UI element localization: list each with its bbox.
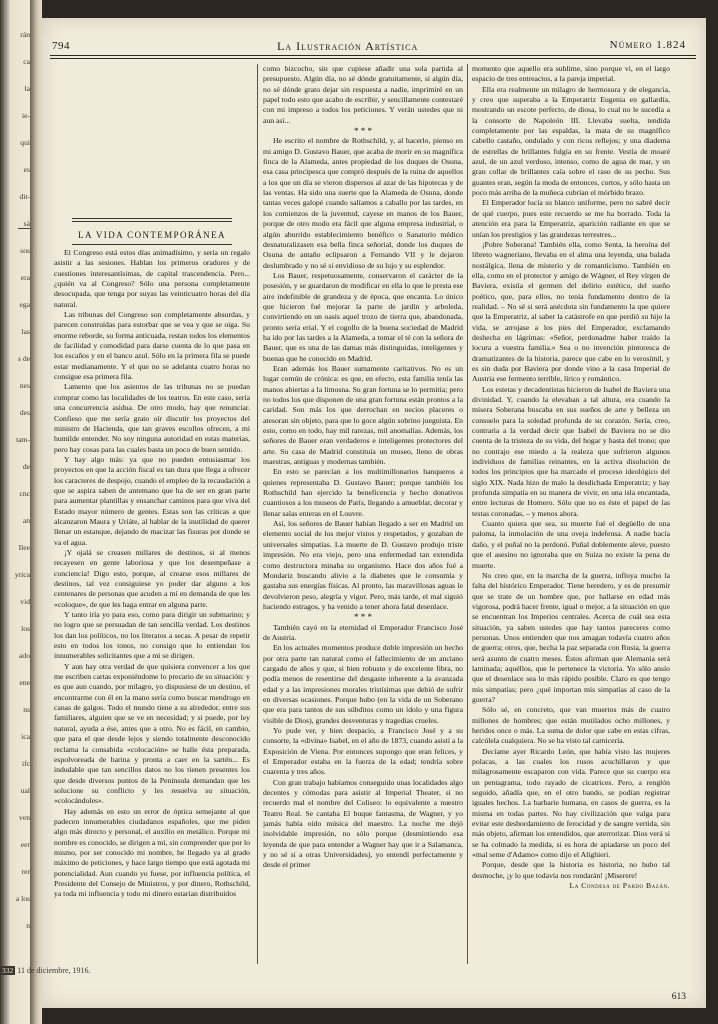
paragraph: Las tribunas del Congreso son completamente absurdas, y parecen construídas para estorbar que se vea y que se oiga. Su enorme reborde, su forma anticuada, restan todos los elementos de facilidad y comodidad para darse cuenta de lo que pasa en los escaños y en el banco azul. Sólo en la primera fila se puede estar medianamente. Y el que no se adelanta cuatro horas no consigue esa primera fila.: [54, 310, 250, 382]
left-page-fragment: a los: [15, 894, 30, 903]
article-column-3: [472, 64, 670, 964]
paragraph: Lamento que los asientos de las tribunas no se puedan comprar como las localidades de los teatros. En este caso, sería una concurrencia asidua. De otro modo, hay que renunciar. Confieso que me sería grato oír discutir los proyectos del ministro de Hacienda, que tan graves escollos ofrecen, a mi humilde entender. No soy ninguna autoridad en estas materias, pero hay cosas para las cuales basta un poco de buen sentido.: [54, 382, 250, 454]
article-column-1: [54, 248, 250, 973]
left-page-fragment: an: [22, 516, 30, 525]
magazine-title: La Ilustración Artística: [277, 39, 419, 53]
paragraph: El Congreso está estos días animadísimo, y sería un regalo asistir a las sesiones. Hablan los primeros oradores y de cuestiones interesantísimas, de capital trascendencia. Pero... ¿quién va al Congreso? Sólo una persona completamente desocupada, que tenga por suyas las veinticuatro horas del día natural.: [54, 248, 250, 309]
left-page-fragment: ica: [21, 732, 30, 741]
paragraph: Porque, desde que la historia es historia, no hubo tal desmoche, ¡y lo que todavía nos rondarán! ¡Miserere!: [472, 860, 670, 880]
paragraph: Y aun hay otra verdad de que quisiera convencer a los que me escriben cartas exponiéndome lo precario de su situación: y es que aun cuando, por milagro, yo dispusiese de un destino, el encontrarme con él en la mano sería como buscar mendrugo en canas de galgos. Todo el mundo tiene a su alrededor, entre sus familiares, alguien que se ve en necesidad; y si puede, por ley natural, ayuda a ése, antes que a otro. No es fácil, en cambio, que para el que desde lejos y siendo totalmente desconocido reclama la consabida «colocación» se halle ésta preparada, espolvoreada de harina y pronta a caer en la sartén... Es indudable que tan sencillos datos no los tienen presentes los que desde diversos puntos de la Península demandan que les solucione su conflicto y les resuelva su situación, «colocándoles».: [54, 661, 250, 806]
left-page-fragment: s de: [17, 354, 30, 363]
paragraph: como bizcocho, sin que cupiese añadir una sola partida al presupuesto. Algún día, no sé dónde gratuitamente, si algún día, no sé dónde grato dejar sin respuesta a nadie, imprimiré en un papel todo esto que acabo de escribir, y sencillamente contestaré con mi impreso a todos los peticiones. Y verán ustedes que ni aun así...: [263, 64, 463, 125]
left-page-fragment: las: [21, 327, 30, 336]
paragraph: momento que aquello era sublime, sino porque vi, en el largo espacio de tres entreactos, a la pareja imperial.: [472, 64, 670, 84]
scan-date: 11 de diciembre, 1916.: [17, 966, 91, 975]
left-page-fragment: sos: [20, 246, 30, 255]
paragraph: Con gran trabajo habíamos conseguido unas localidades algo decentes y cómodas para asistir al Imperial Theater, si no recuerdo mal el nombre del Coliseo: lo equivalente a nuestro Teatro Real. Se cantaba El buque fantasma, de Wagner, y yo jamás había oído música del maestro. La noche me dejó inolvidable impresión, no sólo porque (desmintiendo esa leyenda de que para entender a Wagner hay que ir a Salamanca, y no sé si a otras Universidades), yo entendí perfectamente y desde el primer: [263, 777, 463, 870]
left-page-fragment: los: [21, 624, 30, 633]
paragraph: ¡Pobre Soberana! También ella, como Senta, la heroína del libreto wagneriano, llevaba en el alma una leyenda, una balada nostálgica, llena de misterio y de romanticismo. También en ella, como en el protector y amigo de Wágner, el Rey vírgen de Baviera, existía el germen del delirio estético, del sueño poético, que, para ellos, no tenía fundamento dentro de la realidad. – No sé si será anécdota sin fundamento la que quiere que la Emperatriz, al saber la catástrofe en que perdió su hijo la vida, se arrojase a los pies del Emperador, exclamando deshecha en lágrimas: «Señor, perdonadme haber traído la locura a vuestra familia.» Sea o no invención pintoresca de dramatizantes de la historia, parece que cabe en lo verosímil, y es sin duda por Baviera por donde vino a la casa Imperial de Austria ese fermento terrible, lírico y romántico.: [472, 239, 670, 384]
running-header: [52, 36, 692, 56]
left-page-fragment: nes: [19, 381, 30, 390]
header-rule: [50, 55, 696, 56]
paragraph: Y tanto iría yo para eso, como para dirigir un submarino; y no logro que se persuadan de tan sencilla verdad. Los destinos los dan los políticos, no los literatos a secas. A pesar de repetir esto en todos los tonos, no consigo que lo entiendan los innumerables solicitantes que a mí se dirigen.: [54, 610, 250, 661]
paragraph: En esto se parecían a los multimillonarios banqueros a quienes representaba D. Gustavo Bauer; porque también los Rothschild han ejercido la beneficencia y hecho donativos cuantiosos a los museos de París, llegando a amueblar, decorar y llenar salas enteras en el Louvre.: [263, 467, 463, 518]
section-title: LA VIDA CONTEMPORÁNEA: [78, 230, 226, 240]
paragraph: Así, los señores de Bauer habían llegado a ser en Madrid un elemento social de los mejor vistos y respetados, y gozaban de universales simpatías. La muerte de D. Gustavo produjo triste impresión. No era viejo, pero una enfermedad tan extendida como destructora minaba su organismo. Hace dos años fué a Mondariz buscando alivio a la diabetes que le consumía y gastaba sus energías físicas. Al pronto, las maravillosas aguas le devolvieron peso, alegría y vigor. Pero, más tarde, el mal siguió haciendo estragos, y ha venido a tener ahora fatal desenlace.: [263, 519, 463, 611]
paragraph: Y hay algo más: ya que no pueden entusiasmar los proyectos en que la acción fiscal es tan dura que llega a ofrecer los caracteres de despojo, cuando el empleo de la recaudación a que se aspira saben de antemano que ha de ser en gran parte para aumentar plantillas y ensanchar caminos para que viva del Estado mayor número de gentes. Estas son las críticas a que alcanzaron Maura y Uriáte, al hablar de la inutilidad de querer llenar un estanque, dejando de macizar las fisuras por donde se va el agua.: [54, 454, 250, 547]
paragraph: Sólo sé, en concreto, que van muertos más de cuatro millones de hombres; que están mutilados ocho millones, y heridos once o más. La suma de dolor que cabe en estas cifras, calcúlela cualquiera. No se ha visto tal carnicería.: [472, 705, 670, 746]
section-break-stars: * * *: [354, 612, 372, 623]
paragraph: Los estetas y decadentistas hicieron de Isabel de Baviera una divinidad. Y, cuando la elevaban a tal altura, era cuando la misera Soberana buscaba en sus sueños de arte y belleza un consuelo para la soledad profunda de su corazón. Sería, creo, contraria a la verdad decir que Isabel de Baviera no se dio cuenta de la tristeza de su vida, del hogar y hasta del trono; que no contrajo ese miedo a la realeza que sufrieron algunos individuos de familias reinantes, en la activa disolución de todos los principios que ha marcado el proceso ideológico del siglo XIX. Nada hizo de malo la desdichada Emperatriz; y hay profunda simpatía en su manera de vivir, en una isla encantada, entre lecturas de Homero. Sólo que no es éste el papel de las testas coronadas, – y menos ahora.: [472, 384, 670, 518]
author-signature: La Condesa de Pardo Bazán.: [569, 881, 670, 891]
paragraph: El Emperador lucía su blanco uniforme, pero no sabré decir de qué cuerpo, pues este recuerdo se me ha borrado. Toda la atención era para la Emperatriz, aparición radiante en que se unían los prestigios y las grandezas terrestres...: [472, 198, 670, 239]
left-page-fragment: ifc: [21, 759, 30, 768]
paragraph: Hay además en esto un error de óptica semejante al que padecen innumerables ciudadanos españoles, que me piden algo más directo y personal, el auxilio en metálico. Porque mi nombre es conocido, se dirigen a mí, sin comprender que por lo mismo, por ser conocido mi nombre, he llegado ya al grado máximo de peticiones, y hace largo tiempo que está agotada mi potencialidad. Aun cuando yo fuese, por influencia política, el Presidente del Consejo de Ministros, y por dinero, Rothschild, ya toda mi influencia y todo mi dinero estarían distribuídos: [54, 806, 250, 899]
left-page-fragment: yrica: [14, 570, 30, 579]
paragraph: Cuanto quiera que sea, su muerte fué el degüello de una paloma, la inmolación de una oveja indefensa. A nadie hacía daño, y el puñal no la perdonó. Puñal doblemente aleve, puesto que el asesino no ignoraba que en Suiza no existe la pena de muerte.: [472, 519, 670, 570]
left-page-fragment: tam-: [16, 435, 30, 444]
magazine-page: [42, 18, 706, 1008]
left-page-fragment: ega: [19, 300, 30, 309]
left-page-fragment: ca: [23, 57, 30, 66]
paragraph: En los actuales momentos produce doble impresión un hecho por otra parte tan natural como el fallecimiento de un anciano cargado de años y que, si bien robusto y de excelente fibra, no podía menos de resentirse del desgaste inherente a la avanzada edad y a las impresiones morales tristísimas que debió de sufrir en diversas ocasiones. Porque hubo (en la vida de un Soberano que era para tantos de sus súbditos como un ídolo y una figura visible de Dios), grandes desventuras y tragedias crueles.: [263, 643, 463, 725]
page-number: 794: [52, 40, 70, 52]
section-break-stars: * * *: [354, 126, 372, 137]
left-page-fragment: Ilee: [18, 543, 30, 552]
left-page-fragment: rán: [20, 30, 30, 39]
left-page-fragment: qui: [20, 138, 30, 147]
paragraph: Eran además los Bauer sumamente caritativos. No es un lugar común de crónica: es que, en efecto, esta familia tenía las manos abiertas a la limosna. Su gran fortuna se lo permitía; pero no todos los que disponen de una gran fortuna están prontos a la caridad. Son más los que derrochan en necios placeres o atesoran sin objeto, para que lo goce algún sobrino jueguista. En esto, como en todo, hay mil rarezas, mil anomalías. Además, los señores de Bauer eran verdaderos e inteligentes protectores del arte. Su casa de Madrid constituía un museo, lleno de obras maestras, antiguas y modernas también.: [263, 363, 463, 467]
left-page-fragment: era: [20, 273, 30, 282]
paragraph: Ella era realmente un milagro de hermosura y de elegancia, y creo que superaba a la Emperatriz Eugenia en gallardía, mostrando un escote perfecto, de diosa, lo cual no le sucedía a la consorte de Napoleón III. Llevaba suelta, tendida completamente por las espaldas, la mata de su magnífico cabello castaño, ondulado y con ricos reflejos; y una diadema de estrellas de brillantes fulgía en su frente. Vestía de moaré azul, de un azul verdoso, intenso, como de agua de mar, y un gran collar de brillantes caía sobre el raso de su pecho. Sus guantes eran, según la moda de entonces, cortos, y sólo hasta un poco más arriba de la muñeca cubrían el mórbido brazo.: [472, 84, 670, 198]
paragraph: He escrito el nombre de Rothschild, y, al hacerlo, pienso en mi amigo D. Gustavo Bauer, que acaba de morir en su magnífica finca de la Alameda, antes propiedad de los duques de Osuna, esa casa principesca que compró después de la ruina de aquellos a los que un día se vieron dispersos al azar de las hipotecas y de las ventas. Ha sido una suerte que la Alameda de Osuna, donde tantas veces galopé cuando salíamos a caballo por las tardes, en los comienzos de la juventud, cayese en manos de los Bauer, porque de otro modo era fácil que alguna empresa industrial, o algún aburrido establecimiento benéfico o Sanatorio médico desnaturalizasen esa bella finca señorial, donde los duques de Osuna de antaño eclipsaron a Fernando VII y le dejaron deslumbrado y no sé si envidioso de su lujo y su esplendor.: [263, 136, 463, 270]
left-page-fragment: eer: [20, 840, 30, 849]
column-divider-2: [467, 64, 468, 964]
paragraph: Yo pude ver, y bien despacio, a Francisco José y a su consorte, la «divina» Isabel, en el año de 1873, cuando asistí a la Exposición de Viena. Por entonces supongo que eran felices, y el Emperador estaba en la fuerza de la edad; tendría sobre cuarenta y tres años.: [263, 726, 463, 777]
paragraph: Los Bauer, respetuosamente, conservaron el carácter de la posesión, y se guardaron de modificar en ella lo que le presta ese aire indefinible de grandeza y de época, que encanta. Lo único que hicieron fué mejorar la parte de jardín y arboleda, convirtiendo en un oasis aquel trozo de tierra que, abandonada, pronto sería erial. Y el cogollo de la buena sociedad de Madrid ha ido por las tardes a la Alameda, a tomar el té con la señora de Bauer, que es una de las damas más distinguidas, inteligentes y buenas que he conocido en Madrid.: [263, 270, 463, 363]
left-page-fragment: ene: [19, 678, 30, 687]
left-page-fragment: ie-: [21, 111, 30, 120]
scan-badge: 332: [2, 966, 14, 975]
left-page-fragment: es: [23, 165, 30, 174]
left-page-fragment: cnc: [19, 489, 30, 498]
section-rule-top-2: [72, 221, 232, 222]
header-rule-thin: [50, 58, 696, 59]
paragraph: No creo que, en la marcha de la guerra, influya mucho la falta del histórico Emperador. Tiene heredero, y es de presumir que se trate de un hombre que, por hallarse en edad más vigorosa, podrá hacer frente, igual o mejor, a la situación en que se encuentran los Imperios centrales. Acerca de cuál sea esta situación, ya saben ustedes que hay tantos pareceres como personas. Unos entienden que nos amagan todavía cuatro años de guerra; otros, que, hecha la paz separada con Rusia, la guerra será asunto de cuatro meses. Éstos afirman que Alemania será laminada; aquéllos, que le pertenece la victoria. Yo sólo ansío que el desenlace sea lo más rápido posible. Claro es que tengo mis simpatías; pero ¿qué importan mis simpatías al caso de la guerra?: [472, 570, 670, 704]
section-rule-bottom: [72, 244, 232, 245]
scan-footer: [0, 966, 91, 975]
left-page-fragment: rer: [21, 867, 30, 876]
left-page-fragment: de: [22, 462, 30, 471]
left-page-fragment: dit-: [19, 192, 30, 201]
left-page-edge: [0, 0, 30, 1024]
left-page-fragment: ns: [23, 705, 30, 714]
left-page-fragment: sá: [23, 219, 30, 228]
book-gutter: [30, 0, 42, 1024]
left-page-fragment: n: [26, 921, 30, 930]
section-rule-top: [72, 218, 232, 219]
paragraph: ¡Y ojalá se creasen millares de destinos, si al menos recayesen en gente laboriosa y que los desempeñase a conciencia! Digo esto, porque, al crearse esos millares de destinos, tal vez consiguiese yo poder dar alguno a los centenares de personas que acuden a mí en demanda de que les «coloque», de que les haga entrar en alguna parte.: [54, 547, 250, 609]
paragraph: También cayó en la eternidad el Emperador Francisco José de Austria.: [263, 622, 463, 642]
left-page-fragment: ven: [19, 813, 30, 822]
left-page-fragment: ado: [19, 651, 30, 660]
issue-number: Número 1.824: [609, 39, 686, 51]
scan-page-number: 613: [671, 992, 686, 1002]
left-page-fragment: des: [19, 408, 30, 417]
left-page-fragment: la: [24, 84, 30, 93]
paragraph: Decíame ayer Ricardo León, que había visto las mujeres polacas, a las cuales los rusos acuchillaron y que milagrosamente escaparon con vida. Parece que su cuerpo era un pentagrama, todo rayado de cicatrices. Pero, a renglón seguido, añadía que, en el otro bando, se podían registrar iguales hechos. La barbarie humana, en casos de guerra, es la misma en todas partes. No hay civilización que valga para evitar este desbordamiento de ferocidad y de sangre vertida, sin más objeto, afirman los entendidos, que aterrorizar. Dios verá si se ha colmado la medida, si es hora de apiadarse un poco del «mal seme d'Adamo» como dijo el Alighieri.: [472, 746, 670, 860]
article-column-2: [263, 64, 463, 964]
left-page-fragment: vid: [20, 597, 30, 606]
column-divider-1: [257, 64, 258, 964]
left-page-fragment: ual: [20, 786, 30, 795]
